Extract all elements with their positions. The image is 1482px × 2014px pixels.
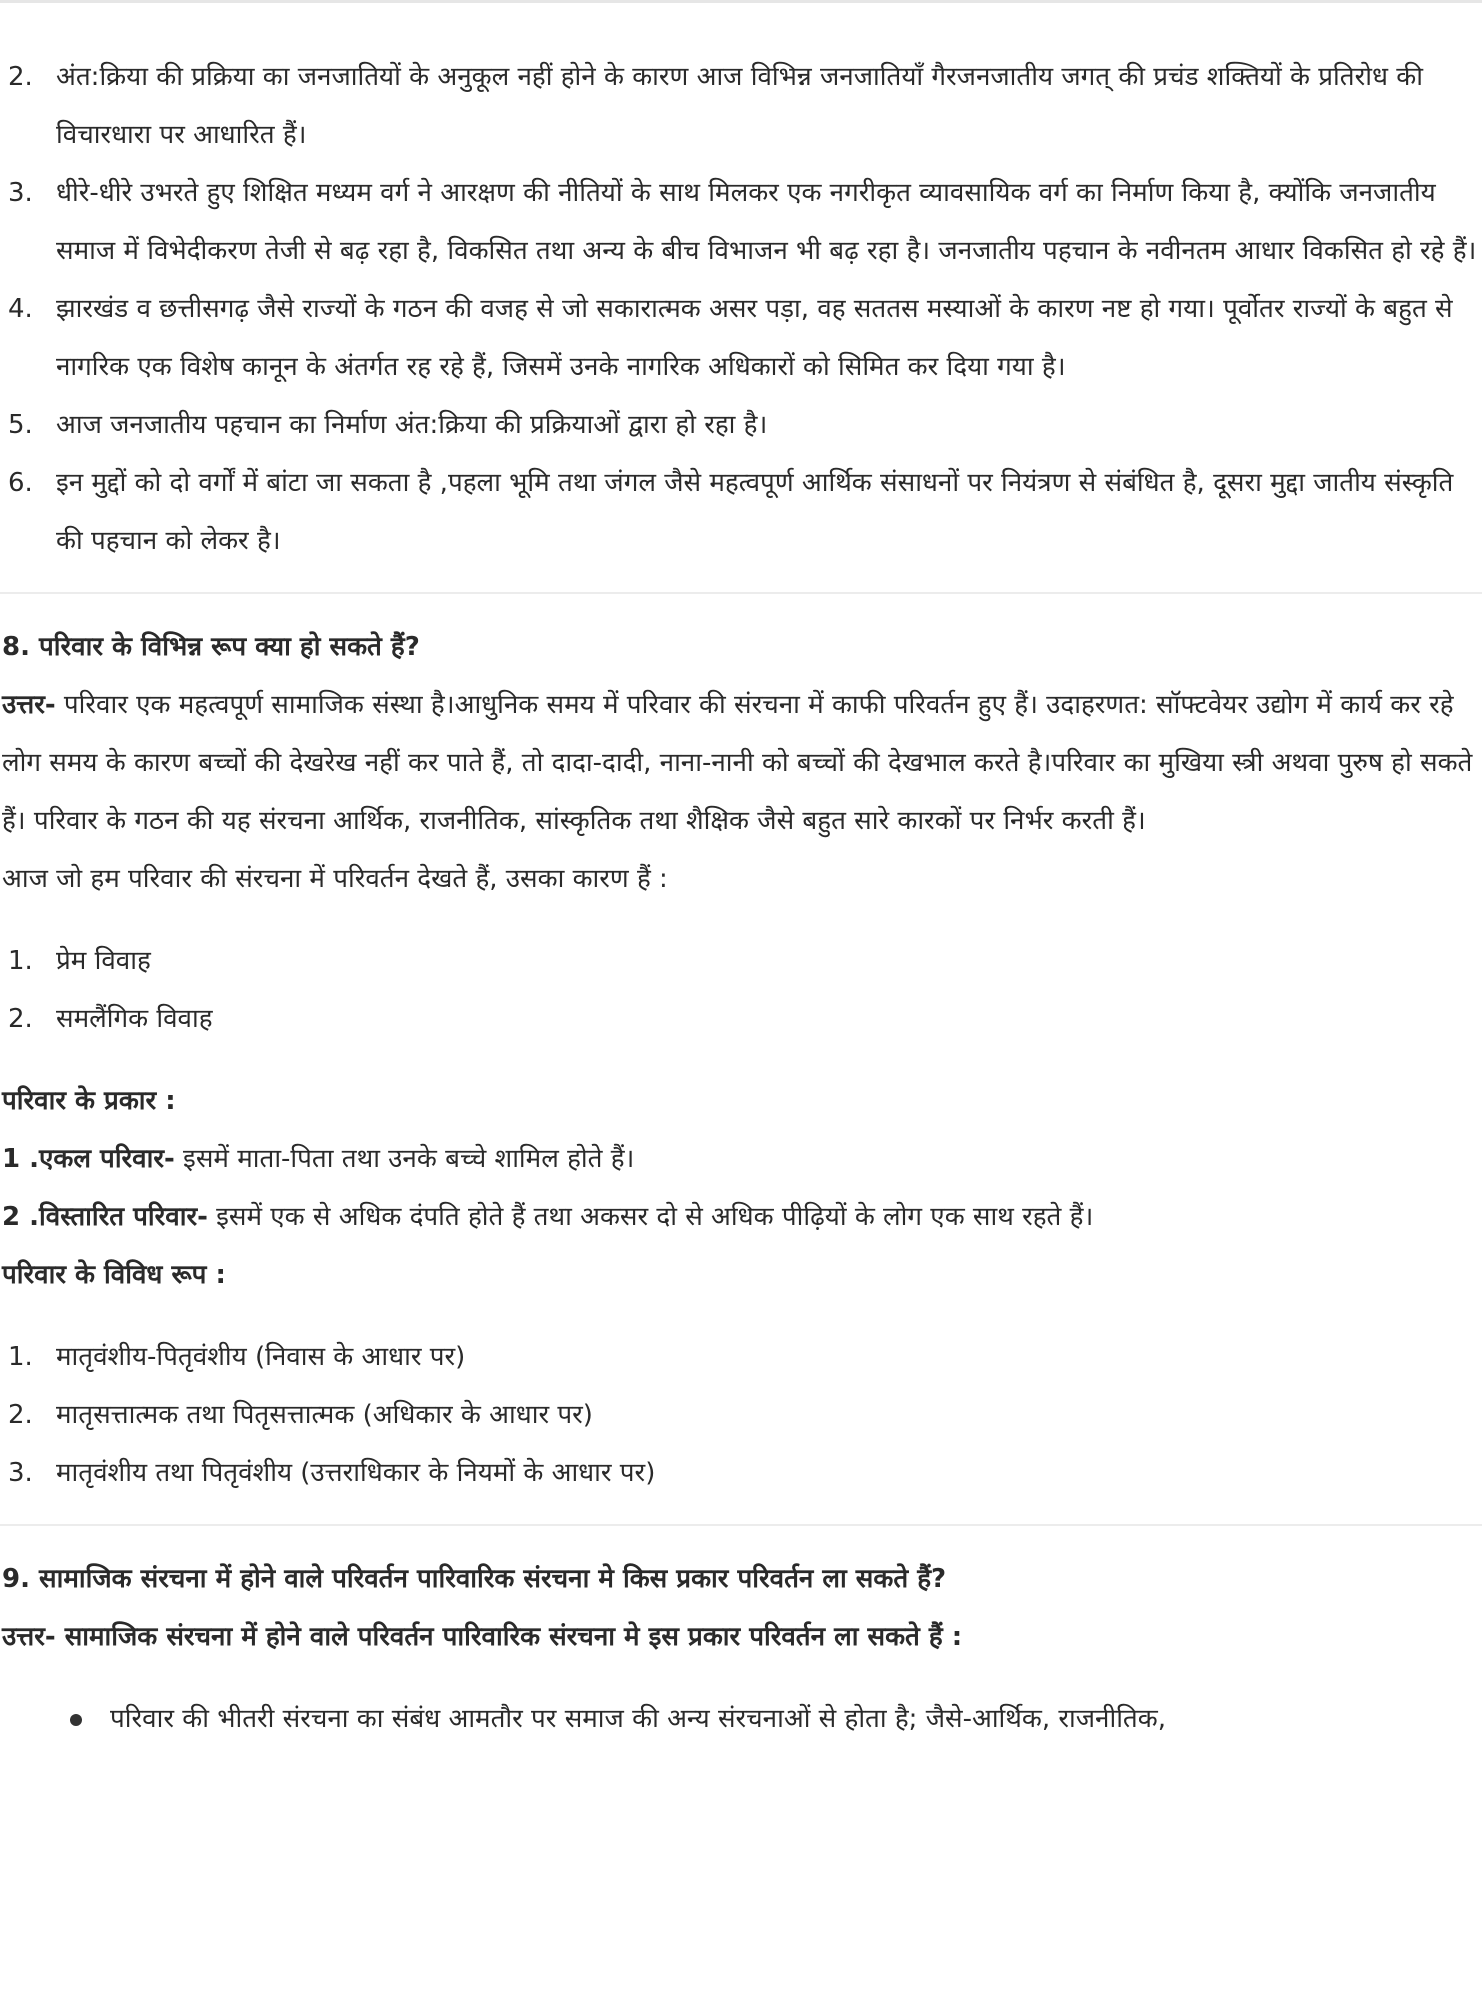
answer-label: उत्तर- [2,690,56,720]
family-type [0,1130,1482,1188]
list-item-text: इन मुद्दों को दो वर्गों में बांटा जा सकता है ,पहला भूमि तथा जंगल जैसे महत्वपूर्ण आर्थिक संसाधनों पर नियंत्रण से संबंधित है, दूसरा मुद्दा जातीय संस्कृति की पहचान को लेकर है। [56,468,1454,556]
answer-text: परिवार एक महत्वपूर्ण सामाजिक संस्था है।आधुनिक समय में परिवार की संरचना में काफी परिवर्तन हुए हैं। उदाहरणत: सॉफ्टवेयर उद्योग में कार्य कर रहे लोग समय के कारण बच्चों की देखरेख नहीं कर पाते हैं, तो दादा-दादी, नाना-नानी को बच्चों की देखभाल करते है।परिवार का मुखिया स्त्री अथवा पुरुष हो सकते हैं। परिवार के गठन की यह संरचना आर्थिक, राजनीतिक, सांस्कृतिक तथा शैक्षिक जैसे बहुत सारे कारकों पर निर्भर करती हैं। [2,690,1473,836]
family-type [0,1188,1482,1246]
bullet-item [0,1690,1482,1748]
list-item [0,396,1482,454]
list-number: 2. [8,62,33,92]
list-number: 2. [8,1400,33,1430]
list-number: 3. [8,1458,33,1488]
list-number: 1. [8,1342,33,1372]
answer-text: सामाजिक संरचना में होने वाले परिवर्तन पारिवारिक संरचना मे इस प्रकार परिवर्तन ला सकते हैं : [55,1622,963,1652]
list-item [0,164,1482,280]
list-item [0,932,1482,990]
tribal-identity-list [0,48,1482,570]
family-type-label: 2 .विस्तारित परिवार- [2,1202,208,1232]
list-item-text: धीरे-धीरे उभरते हुए शिक्षित मध्यम वर्ग ने आरक्षण की नीतियों के साथ मिलकर एक नगरीकृत व्यावसायिक वर्ग का निर्माण किया है, क्योंकि जनजातीय समाज में विभेदीकरण तेजी से बढ़ रहा है, विकसित तथा अन्य के बीच विभाजन भी बढ़ रहा है। जनजातीय पहचान के नवीनतम आधार विकसित हो रहे हैं। [56,178,1477,266]
list-item-text: झारखंड व छत्तीसगढ़ जैसे राज्यों के गठन की वजह से जो सकारात्मक असर पड़ा, वह सततस मस्याओं के कारण नष्ट हो गया। पूर्वोतर राज्यों के बहुत से नागरिक एक विशेष कानून के अंतर्गत रह रहे हैं, जिसमें उनके नागरिक अधिकारों को सिमित कर दिया गया है। [56,294,1453,382]
list-item [0,1444,1482,1502]
question-9: 9. सामाजिक संरचना में होने वाले परिवर्तन पारिवारिक संरचना मे किस प्रकार परिवर्तन ला सकते हैं? [2,1564,947,1594]
answer-label: उत्तर- [2,1622,56,1652]
family-forms-list [0,1328,1482,1502]
list-number: 6. [8,468,33,498]
list-item [0,48,1482,164]
family-forms-heading: परिवार के विविध रूप : [2,1260,226,1290]
section-divider [0,1524,1482,1526]
reasons-list [0,932,1482,1048]
answer-8 [0,676,1482,850]
reasons-intro: आज जो हम परिवार की संरचना में परिवर्तन देखते हैं, उसका कारण हैं : [2,864,668,894]
list-item [0,1328,1482,1386]
family-type-label: 1 .एकल परिवार- [2,1144,175,1174]
list-number: 1. [8,946,33,976]
list-item-text: मातृसत्तात्मक तथा पितृसत्तात्मक (अधिकार के आधार पर) [56,1400,593,1430]
answer-9-bullets [0,1690,1482,1748]
bullet-icon [70,1714,82,1726]
family-type-text: इसमें एक से अधिक दंपति होते हैं तथा अकसर दो से अधिक पीढ़ियों के लोग एक साथ रहते हैं। [207,1202,1094,1232]
list-item-text: आज जनजातीय पहचान का निर्माण अंत:क्रिया की प्रक्रियाओं द्वारा हो रहा है। [56,410,768,440]
list-item [0,1386,1482,1444]
list-item-text: समलैंगिक विवाह [56,1004,213,1034]
list-item-text: मातृवंशीय तथा पितृवंशीय (उत्तराधिकार के नियमों के आधार पर) [56,1458,656,1488]
section-divider [0,592,1482,594]
list-item-text: अंत:क्रिया की प्रक्रिया का जनजातियों के अनुकूल नहीं होने के कारण आज विभिन्न जनजातियाँ गैरजनजातीय जगत् की प्रचंड शक्तियों के प्रतिरोध की विचारधारा पर आधारित हैं। [56,62,1423,150]
answer-9 [0,1608,1482,1666]
question-8: 8. परिवार के विभिन्न रूप क्या हो सकते हैं? [2,632,420,662]
list-item-text: मातृवंशीय-पितृवंशीय (निवास के आधार पर) [56,1342,466,1372]
list-item [0,280,1482,396]
bullet-text: परिवार की भीतरी संरचना का संबंध आमतौर पर समाज की अन्य संरचनाओं से होता है; जैसे-आर्थिक, राजनीतिक, [110,1704,1166,1734]
list-number: 4. [8,294,33,324]
list-item [0,990,1482,1048]
list-number: 5. [8,410,33,440]
family-types-heading: परिवार के प्रकार : [2,1086,176,1116]
family-type-text: इसमें माता-पिता तथा उनके बच्चे शामिल होते हैं। [174,1144,635,1174]
list-item [0,454,1482,570]
list-item-text: प्रेम विवाह [56,946,151,976]
list-number: 2. [8,1004,33,1034]
list-number: 3. [8,178,33,208]
